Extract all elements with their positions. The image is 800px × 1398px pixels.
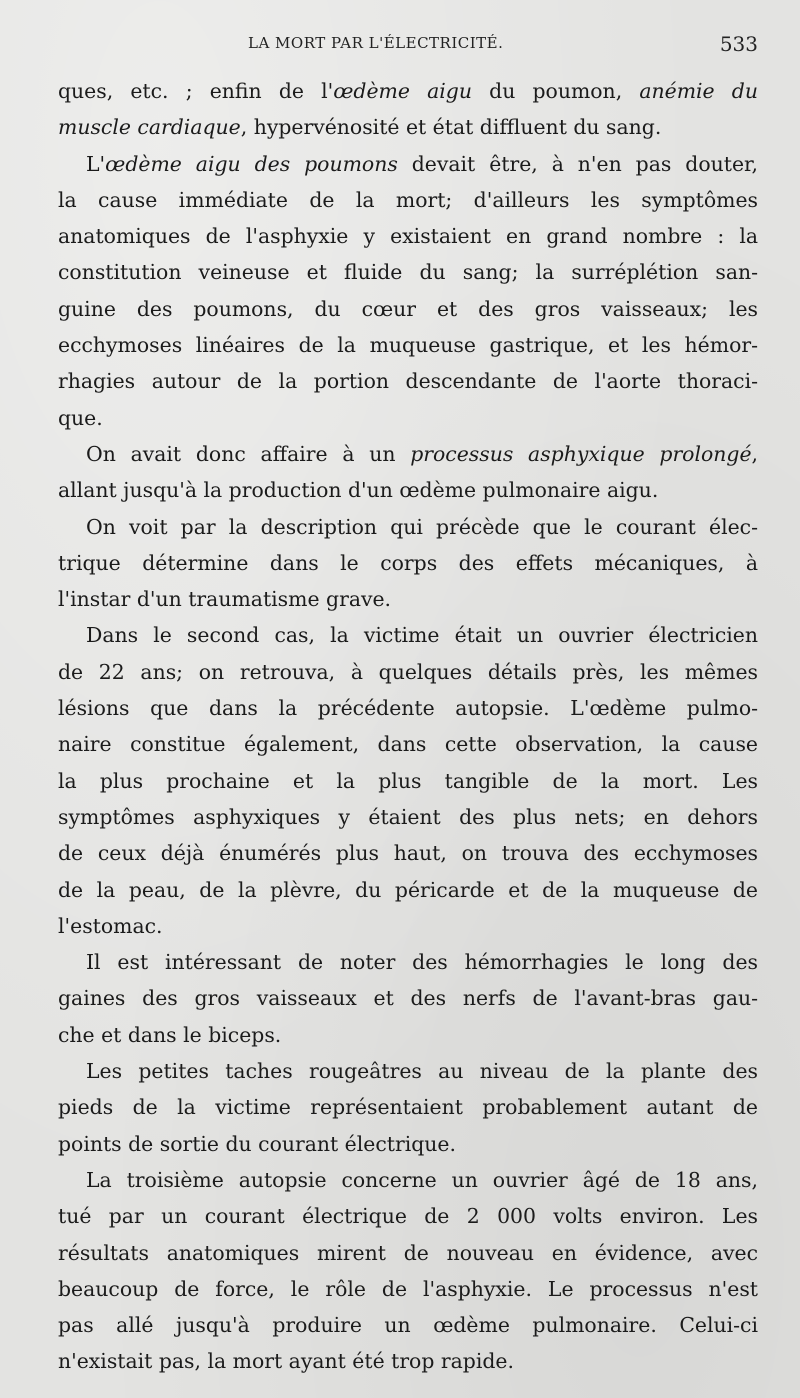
text-line [58, 980, 758, 1016]
text-segment: devait être, à n'en pas douter, [397, 151, 758, 176]
text-segment: Les petites taches rougeâtres au niveau de la plante des [86, 1059, 758, 1084]
text-segment: la cause immédiate de la mort; d'ailleurs les symptômes [58, 187, 758, 212]
text-segment: n'existait pas, la mort ayant été trop rapide. [58, 1349, 514, 1374]
running-head [248, 34, 758, 60]
text-line [58, 254, 758, 290]
text-line [58, 872, 758, 908]
text-segment: Dans le second cas, la victime était un ouvrier électricien [86, 623, 758, 648]
text-segment: constitution veineuse et fluide du sang; la surréplétion san- [58, 260, 758, 285]
text-segment: che et dans le biceps. [58, 1022, 282, 1047]
text-segment: anatomiques de l'asphyxie y existaient en grand nombre : la [58, 224, 758, 249]
text-line [58, 835, 758, 871]
text-segment: que. [58, 405, 103, 430]
body-text [58, 73, 758, 1383]
text-line [58, 1307, 758, 1343]
text-line [58, 363, 758, 399]
text-segment: rhagies autour de la portion descendante de l'aorte thoraci- [58, 369, 758, 394]
page-number: 533 [719, 32, 758, 56]
text-line [58, 182, 758, 218]
italic-text: muscle cardiaque [58, 115, 241, 140]
text-segment: beaucoup de force, le rôle de l'asphyxie. Le processus n'est [58, 1276, 758, 1301]
text-segment: la plus prochaine et la plus tangible de la mort. Les [58, 768, 758, 793]
text-line [58, 1089, 758, 1125]
text-segment: gaines des gros vaisseaux et des nerfs de l'avant-bras gau- [58, 986, 758, 1011]
text-segment: l'instar d'un traumatisme grave. [58, 587, 392, 612]
text-segment: points de sortie du courant électrique. [58, 1131, 456, 1156]
text-line [58, 908, 758, 944]
text-segment: symptômes asphyxiques y étaient des plus nets; en dehors [58, 804, 758, 829]
italic-text: anémie du [639, 79, 758, 103]
text-segment: , [751, 441, 758, 466]
text-segment: de 22 ans; on retrouva, à quelques détails près, les mêmes [58, 659, 758, 684]
text-segment: du poumon, [471, 79, 640, 103]
text-line [58, 763, 758, 799]
text-line [58, 1126, 758, 1162]
text-segment: pieds de la victime représentaient probablement autant de [58, 1095, 758, 1120]
text-line [58, 436, 758, 472]
text-line [58, 1271, 758, 1307]
text-segment: de ceux déjà énumérés plus haut, on trouva des ecchymoses [58, 841, 758, 866]
text-segment: allant jusqu'à la production d'un œdème pulmonaire aigu. [58, 478, 659, 503]
text-segment: ques, etc. ; enfin de l' [58, 79, 334, 103]
text-segment: naire constitue également, dans cette observation, la cause [58, 732, 758, 757]
text-line [58, 509, 758, 545]
text-line [58, 400, 758, 436]
italic-text: œdème aigu des poumons [105, 151, 398, 176]
text-segment: tué par un courant électrique de 2 000 volts environ. Les [58, 1204, 758, 1229]
text-line [58, 109, 758, 145]
text-line [58, 944, 758, 980]
running-title: LA MORT PAR L'ÉLECTRICITÉ. [248, 34, 504, 52]
text-line [58, 545, 758, 581]
text-line [58, 654, 758, 690]
text-line [58, 1053, 758, 1089]
text-line [58, 146, 758, 182]
text-line [58, 291, 758, 327]
text-line [58, 327, 758, 363]
text-line [58, 218, 758, 254]
text-line [58, 1198, 758, 1234]
text-segment: lésions que dans la précédente autopsie. L'œdème pulmo- [58, 696, 758, 721]
text-line [58, 617, 758, 653]
text-segment: pas allé jusqu'à produire un œdème pulmonaire. Celui-ci [58, 1313, 758, 1338]
text-segment: On voit par la description qui précède que le courant élec- [86, 514, 758, 539]
text-line [58, 1235, 758, 1271]
italic-text: œdème aigu [333, 79, 472, 103]
text-line [58, 690, 758, 726]
text-segment: La troisième autopsie concerne un ouvrier âgé de 18 ans, [86, 1167, 758, 1192]
text-line [58, 1162, 758, 1198]
text-segment: trique détermine dans le corps des effets mécaniques, à [58, 550, 758, 575]
text-segment: L' [86, 151, 106, 176]
text-segment: ecchymoses linéaires de la muqueuse gastrique, et les hémor- [58, 333, 758, 358]
text-segment: l'estomac. [58, 913, 163, 938]
text-line [58, 472, 758, 508]
text-line [58, 726, 758, 762]
text-line [58, 581, 758, 617]
text-line [58, 73, 758, 109]
text-segment: Il est intéressant de noter des hémorrhagies le long des [86, 950, 758, 975]
italic-text: processus asphyxique prolongé [410, 441, 752, 466]
text-line [58, 1017, 758, 1053]
text-segment: guine des poumons, du cœur et des gros vaisseaux; les [58, 296, 758, 321]
text-segment: résultats anatomiques mirent de nouveau en évidence, avec [58, 1240, 758, 1265]
text-line [58, 1343, 758, 1379]
text-segment: , hypervénosité et état diffluent du sang. [240, 115, 662, 140]
text-line [58, 799, 758, 835]
text-segment: de la peau, de la plèvre, du péricarde et de la muqueuse de [58, 877, 758, 902]
text-segment: On avait donc affaire à un [86, 441, 411, 466]
